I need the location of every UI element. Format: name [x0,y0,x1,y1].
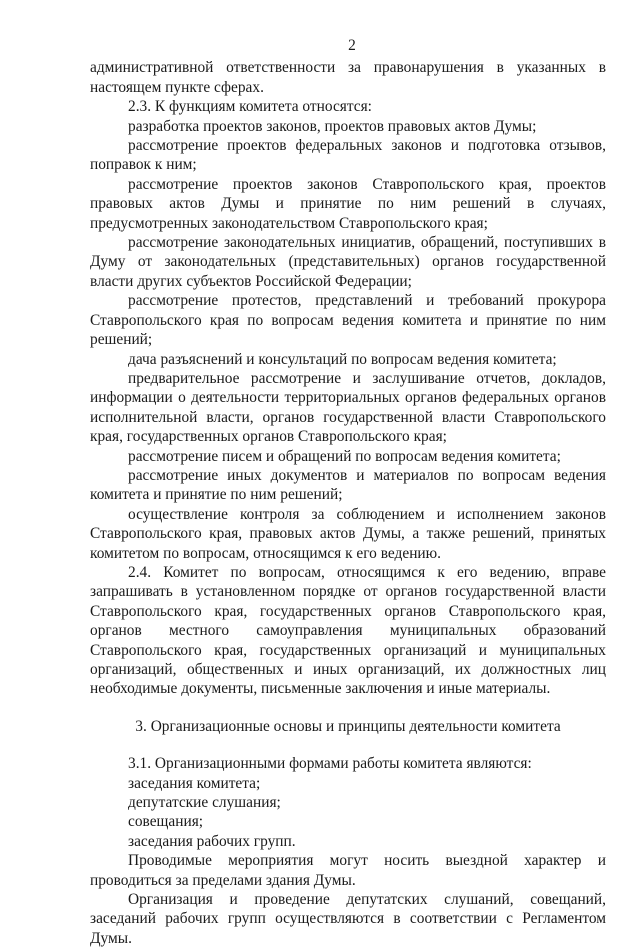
paragraph-function-8: рассмотрение писем и обращений по вопросам ведения комитета; [128,447,561,465]
paragraph-function-4: рассмотрение законодательных инициатив, обращений, поступивших в Думу от законодательных (представительных) органов государственной власти других субъектов Российской Федерации; [90,234,606,290]
paragraph-function-2: рассмотрение проектов федеральных законов и подготовка отзывов, поправок к ним; [90,137,606,174]
page-number: 2 [348,37,356,54]
paragraph-2-4: 2.4. Комитет по вопросам, относящимся к его ведению, вправе запрашивать в установленном порядке от органов государственной власти Ставропольского края, государственных органов Ставропольского края, органов местного самоуправления муниципальных образований Ставропольского края, государственных организаций и муниципальных организаций, общественных и иных организаций, их должностных лиц необходимые документы, письменные заключения и иные материалы. [90,563,606,698]
list-item-form-1: заседания комитета; [128,774,261,792]
paragraph-function-1: разработка проектов законов, проектов правовых актов Думы; [128,117,537,135]
paragraph-organization: Организация и проведение депутатских слушаний, совещаний, заседаний рабочих групп осуществляются в соответствии с Регламентом Думы. [90,891,606,947]
paragraph-function-7: предварительное рассмотрение и заслушивание отчетов, докладов, информации о деятельности территориальных органов федеральных органов исполнительной власти, органов государственной власти Ставропольского края, государственных органов Ставропольского края; [90,369,606,446]
document-page [90,36,606,948]
paragraph-events: Проводимые мероприятия могут носить выездной характер и проводиться за пределами здания Думы. [90,852,606,889]
list-item-form-4: заседания рабочих групп. [128,832,296,850]
paragraph-function-5: рассмотрение протестов, представлений и требований прокурора Ставропольского края по вопросам ведения комитета и принятие по ним решений; [90,292,606,349]
paragraph-function-3: рассмотрение проектов законов Ставропольского края, проектов правовых актов Думы и принятие по ним решений в случаях, предусмотренных законодательством Ставропольского края; [90,175,606,232]
paragraph-3-1-heading: 3.1. Организационными формами работы комитета являются: [128,755,532,773]
paragraph-function-10: осуществление контроля за соблюдением и исполнением законов Ставропольского края, правовых актов Думы, а также решений, принятых комитетом по вопросам, относящимся к его ведению. [90,505,606,562]
paragraph-2-3-heading: 2.3. К функциям комитета относятся: [128,98,372,116]
list-item-form-2: депутатские слушания; [128,794,281,812]
section-3-title: 3. Организационные основы и принципы деятельности комитета [135,717,561,735]
paragraph-function-9: рассмотрение иных документов и материалов по вопросам ведения комитета и принятие по ним решений; [90,466,606,504]
paragraph-continuation: административной ответственности за правонарушения в указанных в настоящем пункте сферах. [90,59,606,96]
list-item-form-3: совещания; [128,813,204,831]
paragraph-function-6: дача разъяснений и консультаций по вопросам ведения комитета; [128,350,557,368]
